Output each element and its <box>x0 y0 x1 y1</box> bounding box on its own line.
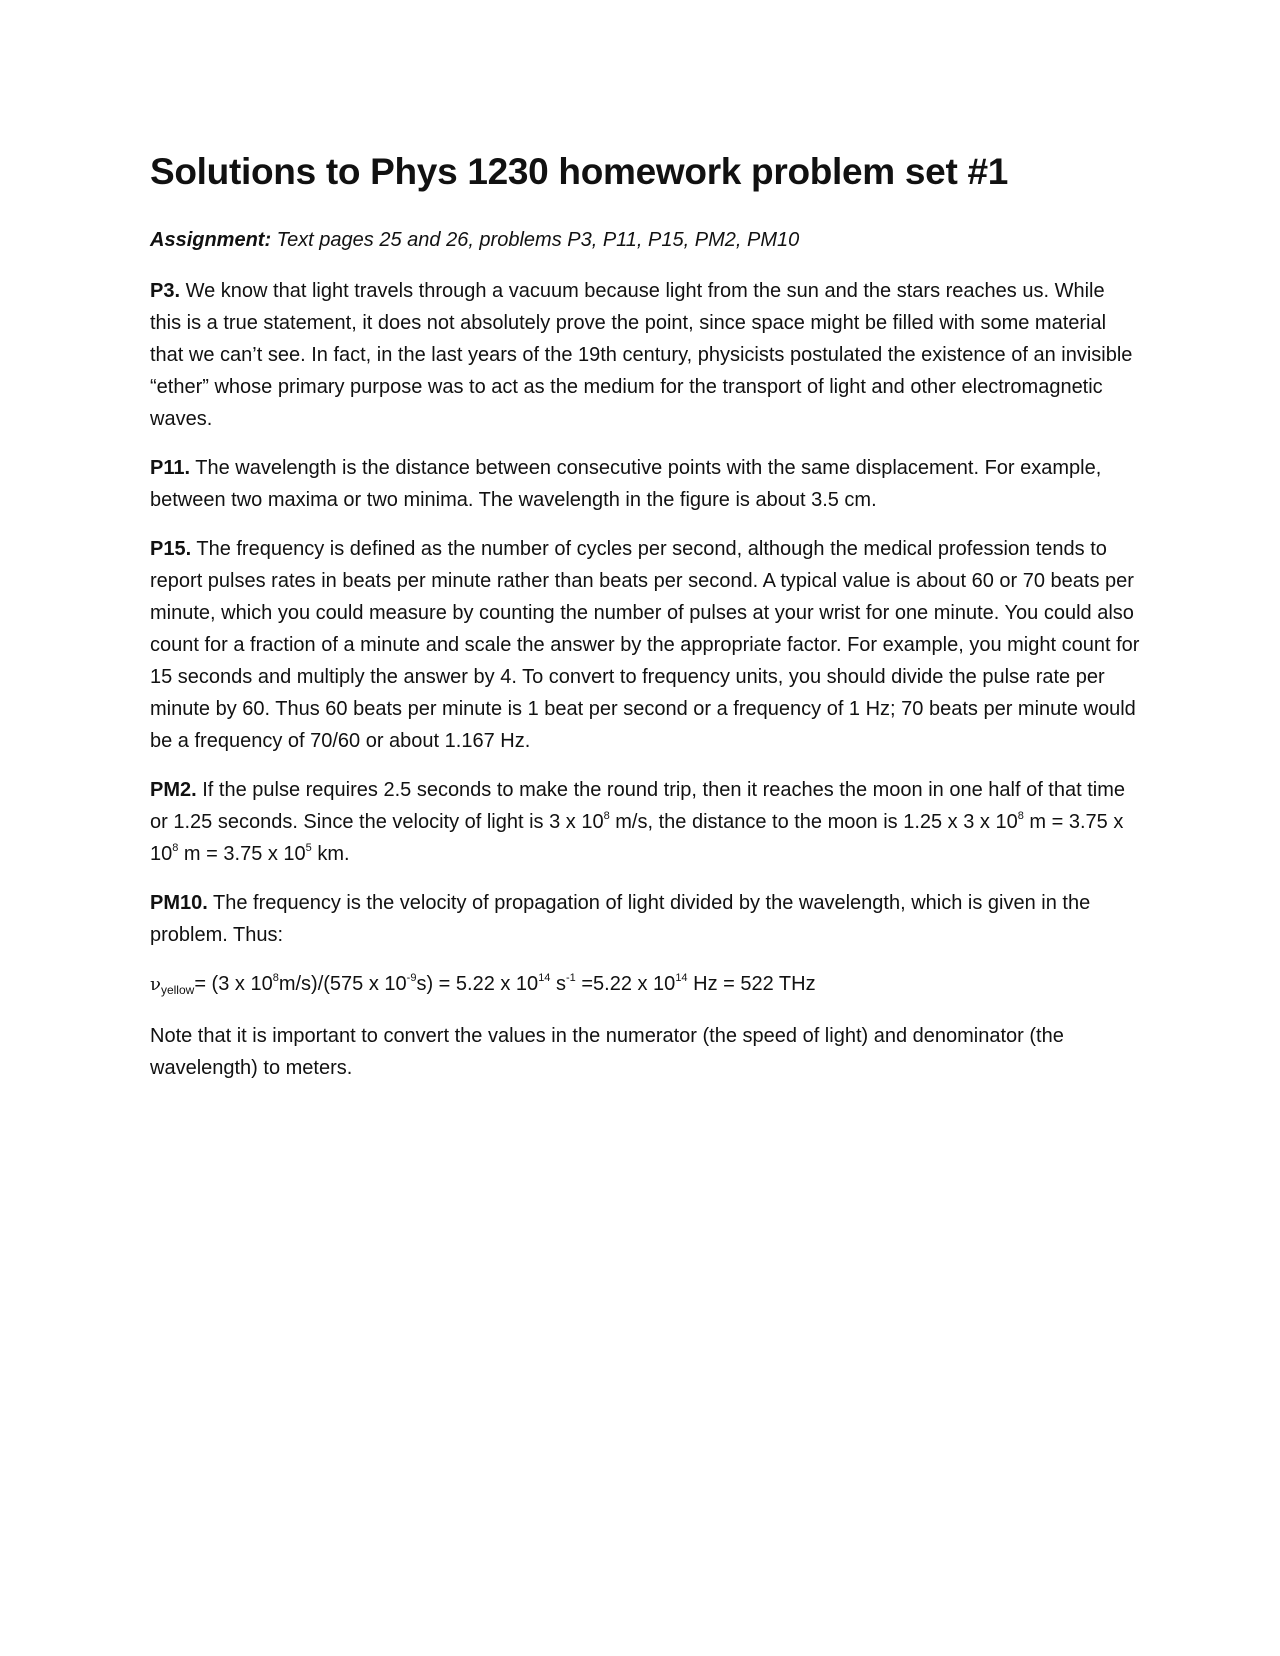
equation-part: =5.22 x 10 <box>575 973 676 996</box>
pm2-text-4: m = 3.75 x 10 <box>178 843 306 866</box>
equation-part: s <box>550 973 566 996</box>
problem-label: P3. <box>150 280 181 303</box>
document-page <box>150 150 1140 1101</box>
exponent: 8 <box>1017 810 1024 823</box>
exponent: 14 <box>538 972 551 985</box>
problem-pm2 <box>150 774 1140 870</box>
problem-label: P11. <box>150 457 191 480</box>
problem-p11 <box>150 452 1140 516</box>
problem-text: The frequency is the velocity of propagation of light divided by the wavelength, which is given in the problem. Thus: <box>150 892 1091 947</box>
note-paragraph: Note that it is important to convert the values in the numerator (the speed of light) and denominator (the wavelength) to meters. <box>150 1025 1064 1080</box>
problem-label: PM10. <box>150 892 208 915</box>
exponent: 8 <box>603 810 610 823</box>
equation-part: = (3 x 10 <box>194 973 273 996</box>
problem-p15 <box>150 533 1140 757</box>
exponent: -9 <box>406 972 417 985</box>
equation-part: Hz = 522 THz <box>687 973 816 996</box>
equation-part: s) = 5.22 x 10 <box>416 973 539 996</box>
pm2-text-1: If the pulse requires 2.5 seconds to make the round trip, then it reaches the moon in one half of that time or 1.25 seconds. Since the velocity of light is 3 x 10 <box>150 779 1126 834</box>
assignment-line <box>150 224 1140 256</box>
problem-label: PM2. <box>150 779 197 802</box>
pm2-text-3: m = 3.75 x 10 <box>150 811 1124 866</box>
exponent: 8 <box>272 972 279 985</box>
pm2-text-2: m/s, the distance to the moon is 1.25 x 3 x 10 <box>609 811 1018 834</box>
problem-p3 <box>150 275 1140 435</box>
nu-symbol: ν <box>150 974 161 996</box>
frequency-equation <box>150 968 1140 1001</box>
exponent: 5 <box>305 842 312 855</box>
subscript-yellow: yellow <box>160 983 195 998</box>
problem-text: We know that light travels through a vacuum because light from the sun and the stars reaches us. While this is a true statement, it does not absolutely prove the point, since space might be filled with some material that we can’t see. In fact, in the last years of the 19th century, physicists postulated the existence of an invisible “ether” whose primary purpose was to act as the medium for the transport of light and other electromagnetic waves. <box>150 280 1133 431</box>
problem-label: P15. <box>150 538 192 561</box>
pm2-text-5: km. <box>311 843 350 866</box>
equation-part: m/s)/(575 x 10 <box>278 973 407 996</box>
assignment-label: Assignment: <box>150 229 272 252</box>
problem-text: The frequency is defined as the number of cycles per second, although the medical profession tends to report pulses rates in beats per minute rather than beats per second. A typical value is about 60 or 70 beats per minute, which you could measure by counting the number of pulses at your wrist for one minute. You could also count for a fraction of a minute and scale the answer by the appropriate factor. For example, you might count for 15 seconds and multiply the answer by 4. To convert to frequency units, you should divide the pulse rate per minute by 60. Thus 60 beats per minute is 1 beat per second or a frequency of 1 Hz; 70 beats per minute would be a frequency of 70/60 or about 1.167 Hz. <box>150 538 1140 753</box>
exponent: 14 <box>675 972 688 985</box>
exponent: 8 <box>172 842 179 855</box>
problem-pm10 <box>150 887 1140 951</box>
assignment-text: Text pages 25 and 26, problems P3, P11, P15, PM2, PM10 <box>271 229 800 252</box>
problem-text: The wavelength is the distance between consecutive points with the same displacement. For example, between two maxima or two minima. The wavelength in the figure is about 3.5 cm. <box>150 457 1102 512</box>
exponent: -1 <box>566 972 576 985</box>
page-title: Solutions to Phys 1230 homework problem set #1 <box>150 151 1008 192</box>
